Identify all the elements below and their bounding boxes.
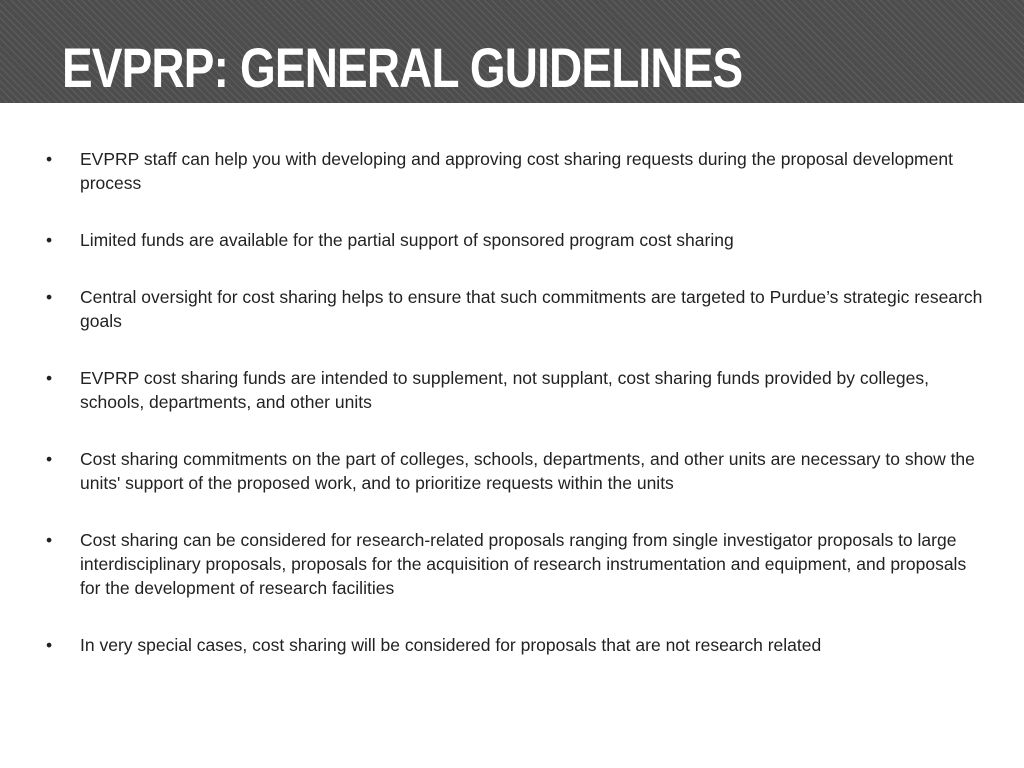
- bullet-item: [46, 447, 986, 495]
- bullet-item: [46, 147, 986, 195]
- bullet-marker: •: [46, 149, 53, 169]
- bullet-text: EVPRP cost sharing funds are intended to supplement, not supplant, cost sharing funds provided by colleges, schools, departments, and other units: [80, 368, 929, 412]
- bullet-marker: •: [46, 230, 53, 250]
- bullet-text: Central oversight for cost sharing helps to ensure that such commitments are targeted to Purdue’s strategic research goals: [80, 287, 983, 331]
- bullet-marker: •: [46, 635, 53, 655]
- bullet-item: [46, 528, 986, 600]
- bullet-item: [46, 366, 986, 414]
- bullet-text: Limited funds are available for the partial support of sponsored program cost sharing: [80, 230, 734, 250]
- bullet-marker: •: [46, 368, 53, 388]
- bullet-text: EVPRP staff can help you with developing and approving cost sharing requests during the proposal development process: [80, 149, 953, 193]
- slide-title: EVPRP: GENERAL GUIDELINES: [62, 36, 743, 99]
- bullet-item: [46, 285, 986, 333]
- bullet-item: [46, 228, 986, 252]
- bullet-marker: •: [46, 449, 53, 469]
- bullet-text: Cost sharing can be considered for research-related proposals ranging from single investigator proposals to large interdisciplinary proposals, proposals for the acquisition of research instrumentation and equipment, and proposals for the development of research facilities: [80, 530, 967, 598]
- bullet-text: In very special cases, cost sharing will be considered for proposals that are not research related: [80, 635, 822, 655]
- bullet-marker: •: [46, 287, 53, 307]
- bullet-item: [46, 633, 986, 657]
- bullet-list: [46, 147, 986, 690]
- title-banner: [0, 0, 1024, 103]
- bullet-marker: •: [46, 530, 53, 550]
- bullet-text: Cost sharing commitments on the part of colleges, schools, departments, and other units are necessary to show the units' support of the proposed work, and to prioritize requests within the units: [80, 449, 975, 493]
